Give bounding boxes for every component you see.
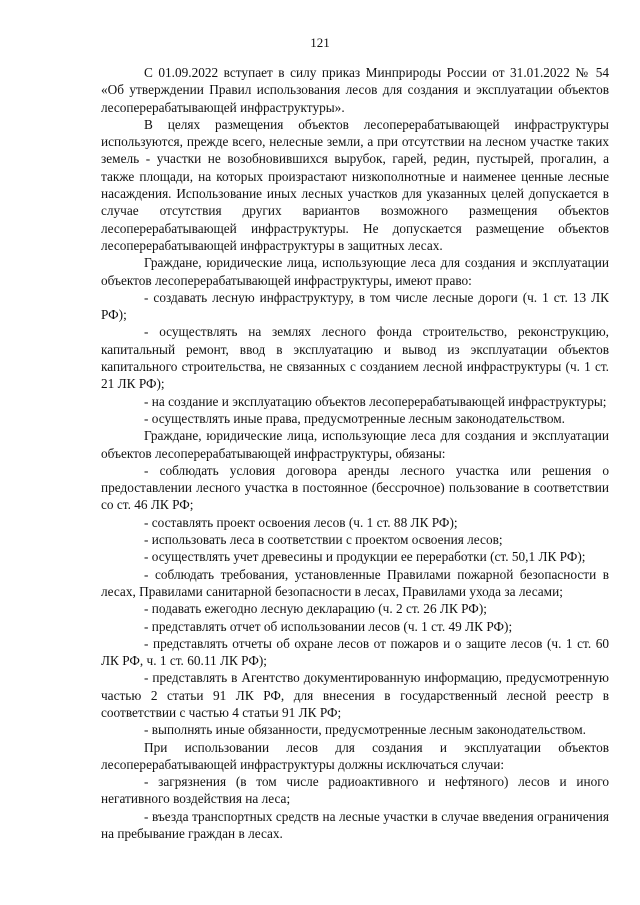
list-item-obligation: - представлять отчет об использовании лесов (ч. 1 ст. 49 ЛК РФ); [144,618,513,634]
list-item-right: - на создание и эксплуатацию объектов лесоперерабатывающей инфраструктуры; [144,393,607,409]
list-item-obligation: - выполнять иные обязанности, предусмотренные лесным законодательством. [144,722,586,738]
paragraph-obligations-intro: Граждане, юридические лица, использующие леса для создания и эксплуатации объектов лесоперерабатывающей инфраструктуры, обязаны: [101,428,609,461]
paragraph-placement-rules: В целях размещения объектов лесоперерабатывающей инфраструктуры используются, прежде всего, нелесные земли, а при отсутствии на лесном участке таких земель - участки не возобновившихся вырубок, гарей, редин, пустырей, прогалин, а также площади, на которых произрастают низкополнотные и наименее ценные лесные насаждения. Использование иных лесных участков для указанных целей допускается в случае отсутствия других вариантов возможного размещения объектов лесоперерабатывающей инфраструктуры. Не допускается размещение объектов лесоперерабатывающей инфраструктуры в защитных лесах. [101,116,609,253]
page-number: 121 [310,35,330,50]
list-item-obligation: - соблюдать требования, установленные Правилами пожарной безопасности в лесах, Правилами санитарной безопасности в лесах, Правилами ухода за лесами; [101,566,609,599]
list-item-obligation: - осуществлять учет древесины и продукции ее переработки (ст. 50,1 ЛК РФ); [144,549,586,565]
paragraph-exclusions-intro: При использовании лесов для создания и эксплуатации объектов лесоперерабатывающей инфраструктуры должны исключаться случаи: [101,739,609,772]
list-item-right: - осуществлять иные права, предусмотренные лесным законодательством. [144,410,565,426]
list-item-obligation: - соблюдать условия договора аренды лесного участка или решения о предоставлении лесного участка в постоянное (бессрочное) пользование в соответствии со ст. 46 ЛК РФ; [101,462,609,513]
list-item-right: - осуществлять на землях лесного фонда строительство, реконструкцию, капитальный ремонт, ввод в эксплуатацию и вывод из эксплуатации объектов капитального строительства, не связанных с созданием лесной инфраструктуры (ч. 1 ст. 21 ЛК РФ); [101,324,609,392]
list-item-obligation: - представлять отчеты об охране лесов от пожаров и о защите лесов (ч. 1 ст. 60 ЛК РФ, ч. 1 ст. 60.11 ЛК РФ); [101,635,609,669]
list-item-exclusion: - въезда транспортных средств на лесные участки в случае введения ограничения на пребывание граждан в лесах. [101,808,609,842]
paragraph-rights-intro: Граждане, юридические лица, использующие леса для создания и эксплуатации объектов лесоперерабатывающей инфраструктуры, имеют право: [101,255,609,288]
list-item-obligation: - использовать леса в соответствии с проектом освоения лесов; [144,532,503,548]
document-body [101,64,609,842]
list-item-right: - создавать лесную инфраструктуру, в том числе лесные дороги (ч. 1 ст. 13 ЛК РФ); [101,289,609,323]
list-item-exclusion: - загрязнения (в том числе радиоактивного и нефтяного) лесов и иного негативного воздействия на леса; [101,774,609,807]
list-item-obligation: - составлять проект освоения лесов (ч. 1 ст. 88 ЛК РФ); [144,514,458,530]
list-item-obligation: - подавать ежегодно лесную декларацию (ч. 2 ст. 26 ЛК РФ); [144,601,487,617]
paragraph-order-intro: С 01.09.2022 вступает в силу приказ Минприроды России от 31.01.2022 № 54 «Об утверждении Правил использования лесов для создания и эксплуатации объектов лесоперерабатывающей инфраструктуры». [101,65,609,115]
list-item-obligation: - представлять в Агентство документированную информацию, предусмотренную частью 2 статьи 91 ЛК РФ, для внесения в государственный лесной реестр в соответствии с частью 4 статьи 91 ЛК РФ; [101,670,609,720]
